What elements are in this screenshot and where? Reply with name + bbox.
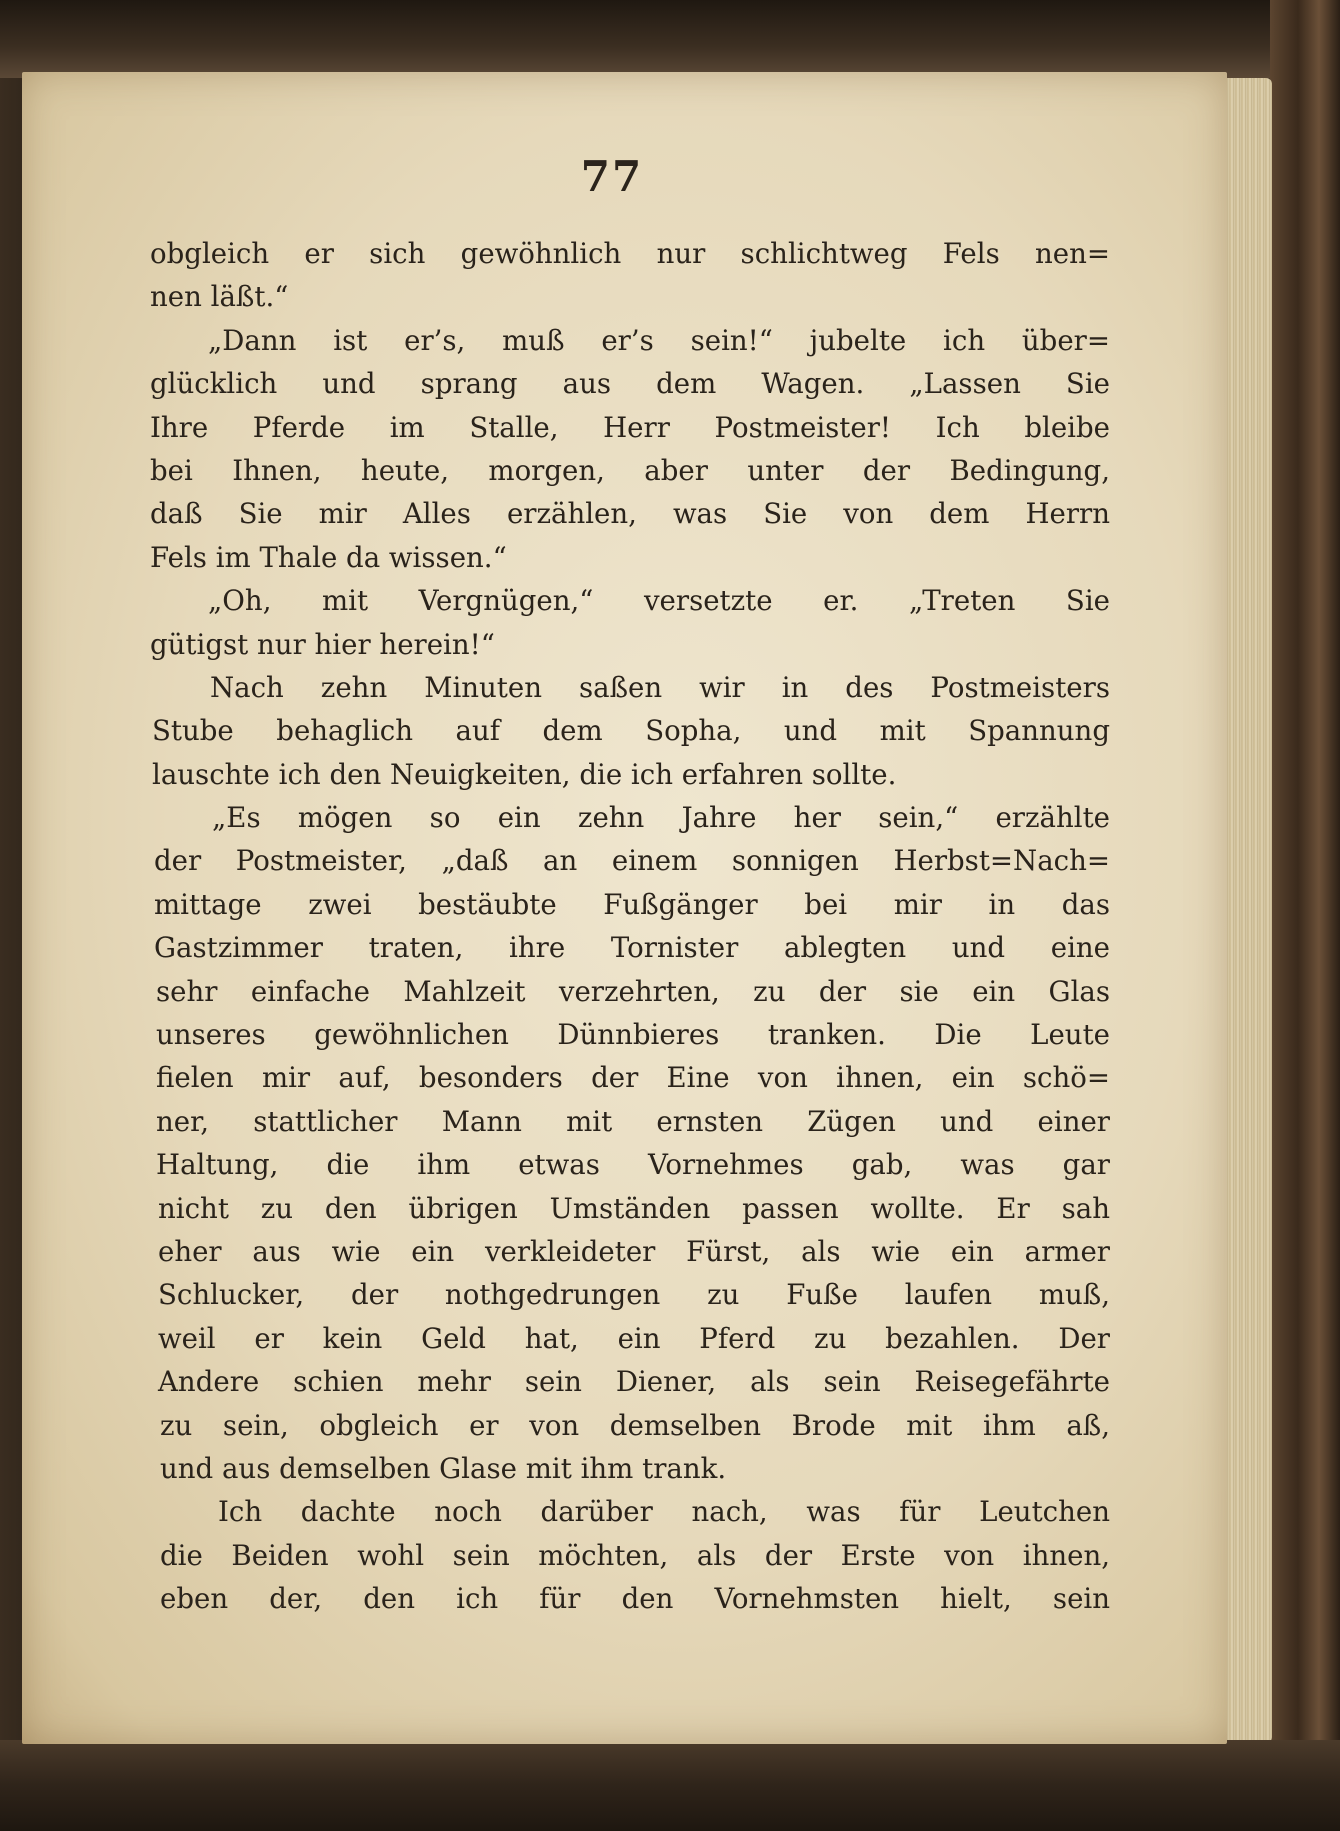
- text-line: Fels im Thale da wissen.“: [150, 540, 507, 574]
- text-line: glücklich und sprang aus dem Wagen. „Lassen Sie: [150, 367, 1110, 401]
- text-line: „Es mögen so ein zehn Jahre her sein,“ erzählte: [212, 801, 1110, 835]
- text-line: weil er kein Geld hat, ein Pferd zu bezahlen. Der: [158, 1321, 1110, 1355]
- text-line: daß Sie mir Alles erzählen, was Sie von dem Herrn: [150, 497, 1110, 531]
- text-line: der Postmeister, „daß an einem sonnigen Herbst=Nach=: [154, 844, 1110, 878]
- book-cover-top-edge: [0, 0, 1340, 78]
- text-line: fielen mir auf, besonders der Eine von ihnen, ein schö=: [156, 1061, 1110, 1095]
- text-line: „Dann ist er’s, muß er’s sein!“ jubelte ich über=: [208, 323, 1110, 357]
- text-line: Haltung, die ihm etwas Vornehmes gab, was gar: [156, 1148, 1110, 1182]
- text-line: Schlucker, der nothgedrungen zu Fuße laufen muß,: [158, 1278, 1110, 1312]
- text-line: eher aus wie ein verkleideter Fürst, als wie ein armer: [158, 1234, 1110, 1268]
- text-line: Ihre Pferde im Stalle, Herr Postmeister! Ich bleibe: [150, 410, 1110, 444]
- book-cover-bottom-edge: [0, 1740, 1340, 1831]
- text-line: Andere schien mehr sein Diener, als sein Reisegefährte: [158, 1365, 1110, 1399]
- text-line: sehr einfache Mahlzeit verzehrten, zu der sie ein Glas: [156, 974, 1110, 1008]
- text-line: mittage zwei bestäubte Fußgänger bei mir in das: [154, 887, 1110, 921]
- text-line: Stube behaglich auf dem Sopha, und mit Spannung: [152, 714, 1110, 748]
- book-page: [22, 72, 1227, 1744]
- text-line: und aus demselben Glase mit ihm trank.: [160, 1451, 727, 1485]
- text-line: bei Ihnen, heute, morgen, aber unter der Bedingung,: [150, 453, 1110, 487]
- text-line: obgleich er sich gewöhnlich nur schlichtweg Fels nen=: [150, 237, 1110, 270]
- page-text: [150, 232, 1110, 1621]
- text-line: Gastzimmer traten, ihre Tornister ablegten und eine: [154, 931, 1110, 965]
- text-line: nicht zu den übrigen Umständen passen wollte. Er sah: [158, 1191, 1110, 1225]
- text-line: nen läßt.“: [150, 280, 289, 314]
- text-line: gütigst nur hier herein!“: [150, 627, 495, 661]
- text-line: lauschte ich den Neuigkeiten, die ich erfahren sollte.: [152, 757, 897, 791]
- page-stack-edges: [1222, 78, 1272, 1743]
- text-line: eben der, den ich für den Vornehmsten hielt, sein: [160, 1582, 1110, 1616]
- text-line: „Oh, mit Vergnügen,“ versetzte er. „Treten Sie: [208, 584, 1110, 618]
- text-line: zu sein, obgleich er von demselben Brode mit ihm aß,: [160, 1408, 1110, 1442]
- book-cover-right-edge: [1270, 0, 1340, 1831]
- text-line: unseres gewöhnlichen Dünnbieres tranken. Die Leute: [156, 1018, 1110, 1052]
- text-line: die Beiden wohl sein möchten, als der Erste von ihnen,: [160, 1538, 1110, 1572]
- text-line: Nach zehn Minuten saßen wir in des Postmeisters: [210, 670, 1110, 704]
- page-number: 77: [580, 152, 644, 201]
- text-line: ner, stattlicher Mann mit ernsten Zügen und einer: [156, 1104, 1110, 1138]
- text-line: Ich dachte noch darüber nach, was für Leutchen: [218, 1495, 1110, 1529]
